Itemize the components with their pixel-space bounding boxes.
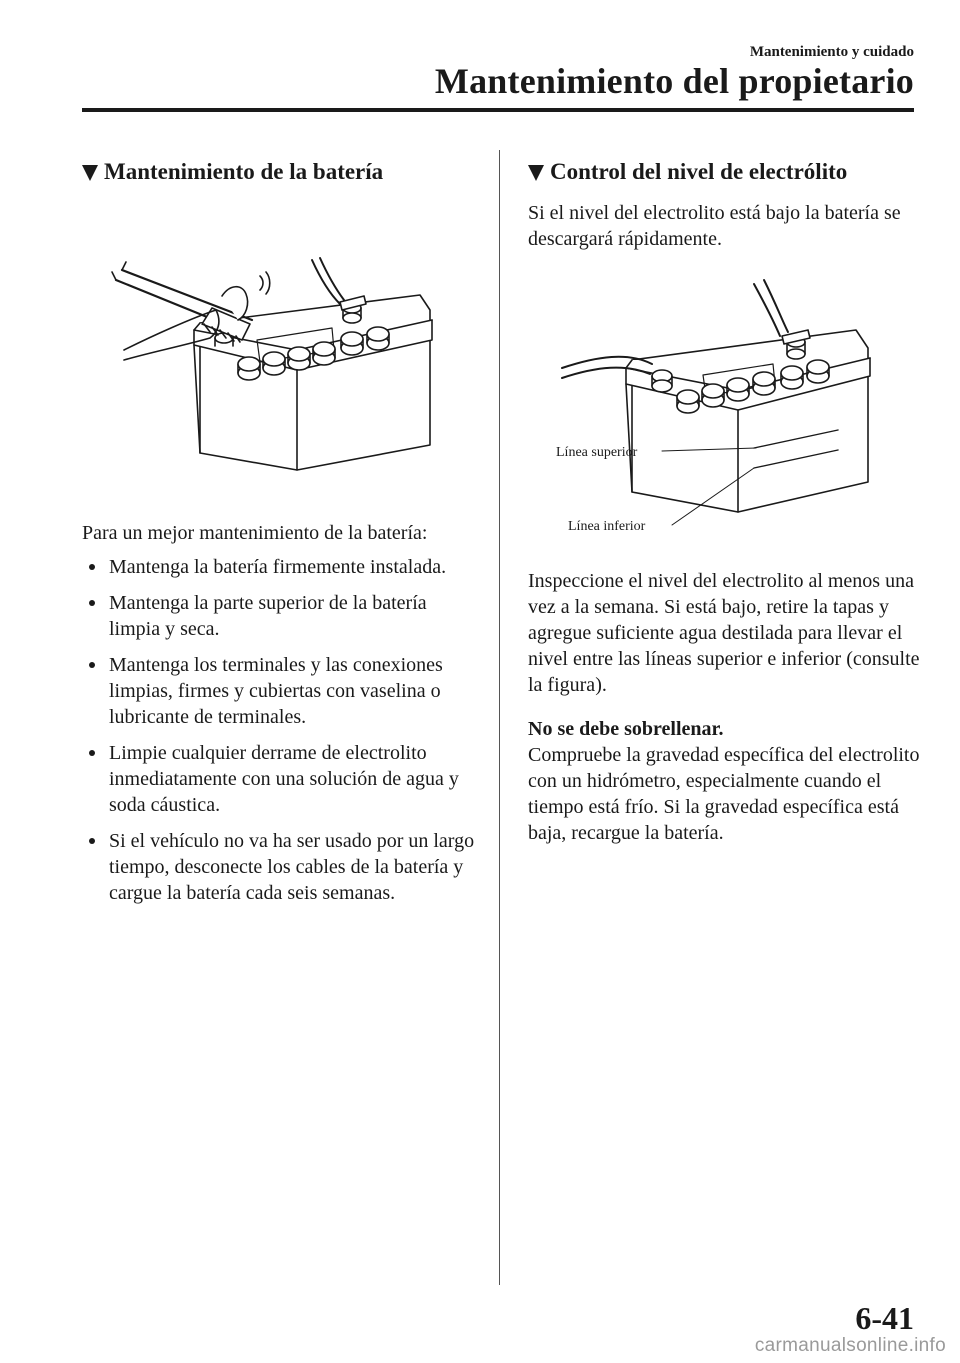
header-section-label: Mantenimiento y cuidado — [749, 44, 914, 60]
left-column — [82, 152, 482, 916]
bullet-icon — [89, 564, 95, 570]
battery-maintenance-heading — [82, 152, 482, 192]
header-rule — [82, 108, 914, 112]
right-column — [528, 152, 920, 846]
list-item: Mantenga la batería firmemente instalada. — [82, 554, 482, 580]
lower-line-label: Línea inferior — [568, 519, 646, 534]
electrolyte-intro: Si el nivel del electrolito está bajo la batería se descargará rápidamente. — [528, 202, 901, 250]
triangle-marker-icon — [528, 165, 544, 181]
electrolyte-inspection-paragraph: Inspeccione el nivel del electrolito al menos una vez a la semana. Si está bajo, retire la tapas y agregue suficiente agua destilada para llevar el nivel entre las líneas superior e inferior (consulte la figura). — [528, 570, 920, 696]
electrolyte-level-heading — [528, 152, 920, 192]
triangle-marker-icon — [82, 165, 98, 181]
page-number: 6-41 — [855, 1300, 914, 1336]
electrolyte-level-illustration — [528, 260, 920, 550]
battery-maintenance-intro: Para un mejor mantenimiento de la batería: — [82, 522, 428, 544]
battery-maintenance-heading-text: Mantenimiento de la batería — [104, 159, 384, 184]
electrolyte-level-heading-text: Control del nivel de electrólito — [550, 159, 848, 184]
overfill-warning: No se debe sobrellenar. — [528, 718, 724, 740]
list-item: Limpie cualquier derrame de electrolito inmediatamente con una solución de agua y soda cáustica. — [82, 740, 482, 818]
list-item: Si el vehículo no va ha ser usado por un largo tiempo, desconecte los cables de la batería y cargue la batería cada seis semanas. — [82, 828, 482, 906]
bullet-icon — [89, 662, 95, 668]
upper-line-label: Línea superior — [556, 445, 638, 460]
bullet-icon — [89, 750, 95, 756]
battery-cleaning-illustration — [82, 200, 482, 500]
page-title: Mantenimiento del propietario — [434, 61, 914, 101]
bullet-icon — [89, 600, 95, 606]
battery-maintenance-list — [82, 554, 482, 906]
list-item: Mantenga los terminales y las conexiones limpias, firmes y cubiertas con vaselina o lubricante de terminales. — [82, 652, 482, 730]
bullet-icon — [89, 838, 95, 844]
specific-gravity-paragraph: Compruebe la gravedad específica del electrolito con un hidrómetro, especialmente cuando el tiempo está frío. Si la gravedad específica está baja, recargue la batería. — [528, 744, 920, 844]
column-divider — [499, 150, 500, 1285]
watermark: carmanualsonline.info — [754, 1335, 946, 1356]
list-item: Mantenga la parte superior de la batería limpia y seca. — [82, 590, 482, 642]
